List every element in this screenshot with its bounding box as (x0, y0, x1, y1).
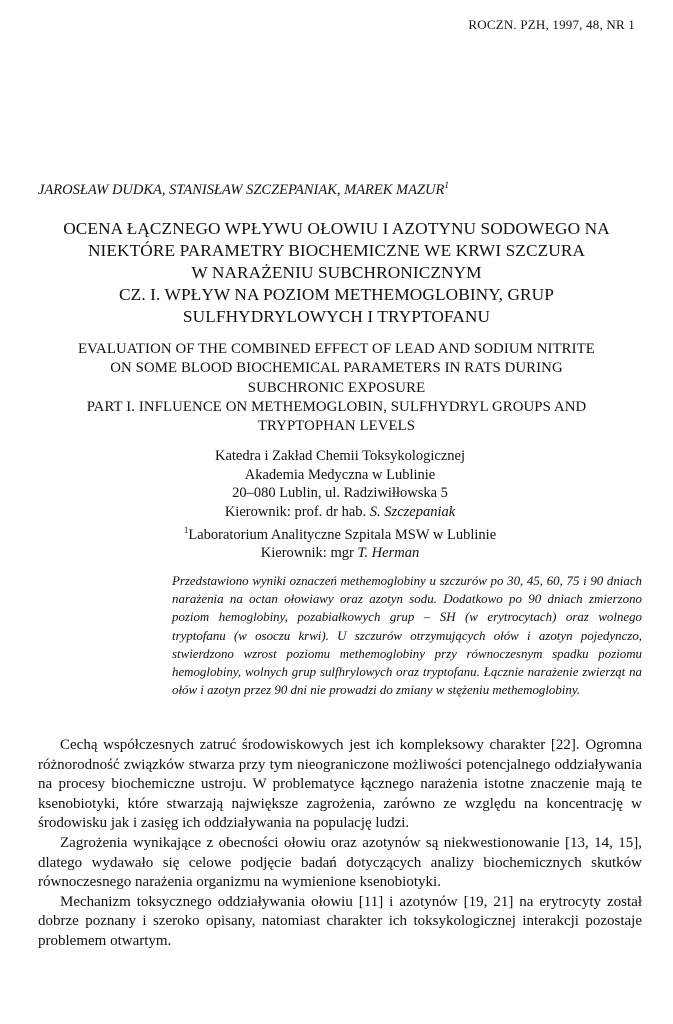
title-polish-line: CZ. I. WPŁYW NA POZIOM METHEMOGLOBINY, GRUP (119, 285, 554, 304)
authors (38, 180, 638, 199)
department-head (160, 503, 520, 522)
title-polish-line: NIEKTÓRE PARAMETRY BIOCHEMICZNE WE KRWI SZCZURA (87, 241, 586, 260)
abstract: Przedstawiono wyniki oznaczeń methemoglobiny u szczurów po 30, 45, 60, 75 i 90 dniach narażenia na octan ołowiawy oraz azotyn sodu. Dodatkowo po 90 dniach zmierzono poziom hemoglobiny, pozabiałkowych grup – SH (w erytrocytach) oraz wolnego tryptofanu (w osoczu krwi). U szczurów otrzymujących ołów i azotyn pojedynczo, stwierdzono wzrost poziomu methemoglobiny przy równoczesnym spadku poziomu hemoglobiny, wolnych grup sulfhrylowych oraz tryptofanu. Łącznie narażenie zwierząt na ołów i azotyn przez 90 dni nie prowadzi do zmiany w stężeniu methemoglobiny. (172, 574, 642, 698)
institution-name: Akademia Medyczna w Lublinie (244, 466, 436, 483)
body-paragraph: Mechanizm toksycznego oddziaływania ołowiu [11] i azotynów [19, 21] na erytrocyty został dobrze poznany i szeroko opisany, natomiast charakter ich toksykologicznej interakcji pozostaje problemem otwartym. (38, 893, 642, 949)
lab-footnote-mark: 1 (183, 525, 189, 535)
body-paragraph: Zagrożenia wynikające z obecności ołowiu oraz azotynów są niekwestionowanie [13, 14, 15], dlatego wydawało się celowe podjęcie badań dotyczących analizy biochemicznych skutków równoczesnego narażenia organizmu na wymienione ksenobiotyki. (38, 834, 642, 891)
institution-address: 20–080 Lublin, ul. Radziwiłłowska 5 (232, 485, 448, 501)
head-name: S. Szczepaniak (369, 503, 456, 520)
lab-label: Laboratorium Analityczne Szpitala MSW w Lublinie (188, 526, 497, 543)
laboratory-name (160, 521, 520, 544)
title-polish-line: SULFHYDRYLOWYCH I TRYPTOFANU (182, 307, 491, 326)
title-polish-line: OCENA ŁĄCZNEGO WPŁYWU OŁOWIU I AZOTYNU SODOWEGO NA (63, 219, 610, 238)
author-footnote-mark: 1 (444, 180, 449, 190)
affiliation-block (160, 447, 520, 563)
title-english-line: EVALUATION OF THE COMBINED EFFECT OF LEAD AND SODIUM NITRITE (78, 341, 595, 357)
title-polish-line: W NARAŻENIU SUBCHRONICZNYM (191, 263, 482, 282)
head-label: Kierownik: mgr (260, 545, 354, 562)
title-english (30, 340, 643, 436)
title-english-line: TRYPTOPHAN LEVELS (257, 418, 416, 435)
title-english-line: SUBCHRONIC EXPOSURE (247, 379, 426, 396)
body-text (38, 736, 642, 952)
journal-reference: ROCZN. PZH, 1997, 48, NR 1 (468, 17, 635, 32)
title-english-line: PART I. INFLUENCE ON METHEMOGLOBIN, SULFHYDRYL GROUPS AND (86, 398, 587, 415)
title-english-line: ON SOME BLOOD BIOCHEMICAL PARAMETERS IN RATS DURING (110, 360, 563, 377)
title-polish (30, 218, 643, 328)
body-paragraph: Cechą współczesnych zatruć środowiskowych jest ich kompleksowy charakter [22]. Ogromna różnorodność związków stwarza przy tym nieograniczone możliwości potencjalnego oddziaływania na procesy biochemiczne ustroju. W problematyce łącznego narażenia istotne znaczenie mają te ksenobiotyki, które stwarzają największe zagrożenia, zarówno ze względu na koncentrację w środowisku jak i zasięg ich oddziaływania na populację ludzi. (38, 737, 642, 832)
department-name: Katedra i Zakład Chemii Toksykologicznej (215, 448, 465, 464)
laboratory-head (160, 544, 520, 563)
author-names: JAROSŁAW DUDKA, STANISŁAW SZCZEPANIAK, MAREK MAZUR (38, 181, 445, 198)
head-name: T. Herman (357, 545, 420, 562)
head-label: Kierownik: prof. dr hab. (224, 503, 367, 520)
